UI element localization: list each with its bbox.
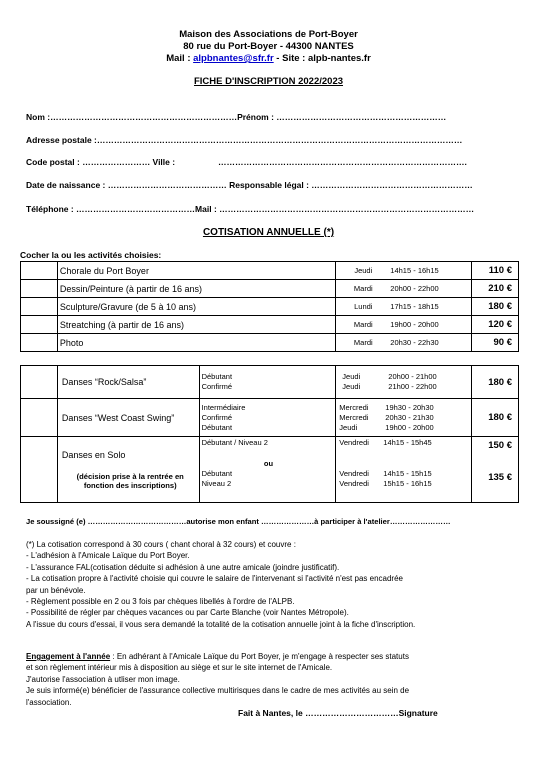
note-line: - L'assurance FAL(cotisation déduite si adhésion à une autre amicale (joindre justificatif). (26, 562, 340, 572)
activity-row (21, 298, 519, 316)
org-name: Maison des Associations de Port-Boyer (179, 29, 358, 40)
signature-line[interactable]: Fait à Nantes, le ……………………………Signature (238, 708, 438, 718)
dance-row-wcs (21, 399, 519, 437)
dance-name: Danses “Rock/Salsa” (57, 366, 199, 399)
dance-schedule: Jeudi 20h00 - 21h00 Jeudi 21h00 - 22h00 (336, 366, 472, 399)
activity-checkbox[interactable] (21, 334, 58, 352)
contact-line (0, 53, 537, 64)
activities-table (20, 261, 519, 352)
form-title: FICHE D'INSCRIPTION 2022/2023 (193, 76, 344, 87)
activity-checkbox[interactable] (21, 316, 58, 334)
engagement-line: J'autorise l'association à utliser mon image. (26, 674, 180, 684)
solo-note-1: (décision prise à la rentrée en (76, 471, 184, 481)
birthdate-field[interactable]: Date de naissance : …………………………………… Responsable légal : ………………………………………………… (26, 180, 473, 190)
activity-schedule: Jeudi 14h15 - 16h15 (336, 262, 472, 280)
activity-row (21, 280, 519, 298)
solo-note-2: fonction des inscriptions) (83, 480, 177, 490)
activity-row (21, 262, 519, 280)
dance-price: 180 € (472, 366, 519, 399)
activity-price: 180 € (472, 298, 519, 316)
activity-price: 210 € (472, 280, 519, 298)
dance-schedule: Mercredi 19h30 - 20h30 Mercredi 20h30 - 21h30 Jeudi 19h00 - 20h00 (336, 399, 472, 437)
dance-name-cell (57, 437, 199, 503)
activity-schedule: Lundi 17h15 - 18h15 (336, 298, 472, 316)
engagement-block (26, 651, 409, 708)
activity-name: Streatching (à partir de 16 ans) (57, 316, 335, 334)
note-line: - La cotisation propre à l'activité choisie qui couvre le salaire de l'intervenant si l'activité n'est pas encadrée (26, 574, 403, 584)
undersigned-line[interactable]: Je soussigné (e) …………………………………autorise mon enfant …………………à participer à l'atelier…………………… (26, 517, 451, 526)
cotisation-title: COTISATION ANNUELLE (*) (202, 227, 335, 238)
activity-schedule: Mardi 20h30 - 22h30 (336, 334, 472, 352)
activity-price: 120 € (472, 316, 519, 334)
dances-table (20, 365, 519, 503)
check-label: Cocher la ou les activités choisies: (20, 250, 162, 260)
activity-schedule: Mardi 19h00 - 20h00 (336, 316, 472, 334)
activity-checkbox[interactable] (21, 298, 58, 316)
dance-checkbox[interactable] (21, 437, 58, 503)
name-field[interactable]: Nom :…………………………………………………………Prénom : …………………………………………………… (26, 112, 447, 122)
postal-code-field[interactable]: Code postal : …………………… Ville : (26, 157, 176, 167)
note-line: par un bénévole. (26, 585, 86, 595)
dance-levels: Débutant / Niveau 2 ou Débutant Niveau 2 (199, 437, 336, 503)
activity-schedule: Mardi 20h00 - 22h00 (336, 280, 472, 298)
activity-name: Chorale du Port Boyer (57, 262, 335, 280)
activity-price: 110 € (472, 262, 519, 280)
email-link[interactable]: alpbnantes@sfr.fr (193, 53, 274, 64)
engagement-line: Je suis informé(e) bénéficier de l'assurance collective multirisques dans le cadre de mes activités au sein de (26, 686, 410, 696)
site-text: - Site : alpb-nantes.fr (273, 53, 371, 64)
activity-name: Dessin/Peinture (à partir de 16 ans) (57, 280, 335, 298)
address-field[interactable]: Adresse postale :………………………………………………………………………………………………………………… (26, 135, 463, 145)
activity-name: Sculpture/Gravure (de 5 à 10 ans) (57, 298, 335, 316)
solo-price-a: 150 € (488, 440, 512, 451)
note-line: A l'issue du cours d'essai, il vous sera demandé la totalité de la cotisation annuelle joint à la fiche d'inscription. (26, 619, 416, 629)
city-field[interactable]: ……………………………………………………………………………. (218, 157, 467, 167)
engagement-line: : En adhérant à l'Amicale Laïque du Port Boyer, je m'engage à respecter ses statuts (110, 652, 409, 661)
activity-price: 90 € (472, 334, 519, 352)
dance-row-rock (21, 366, 519, 399)
activity-row (21, 334, 519, 352)
dance-checkbox[interactable] (21, 399, 58, 437)
note-line: - L'adhésion à l'Amicale Laïque du Port Boyer. (26, 551, 190, 561)
notes-block (26, 539, 415, 630)
dance-price (472, 437, 519, 503)
activity-name: Photo (57, 334, 335, 352)
dance-schedule: Vendredi 14h15 - 15h45 Vendredi 14h15 - 15h15 Vendredi 15h15 - 16h15 (336, 437, 472, 503)
activity-row (21, 316, 519, 334)
phone-mail-field[interactable]: Téléphone : ……………………………………Mail : ……………………………………………………………………………… (26, 204, 475, 214)
solo-price-b: 135 € (488, 472, 512, 483)
dance-levels: Intermédiaire Confirmé Débutant (199, 399, 336, 437)
org-address: 80 rue du Port-Boyer - 44300 NANTES (183, 41, 354, 52)
engagement-label: Engagement à l'année (26, 652, 111, 661)
engagement-line: l'association. (26, 697, 72, 707)
note-line: - Possibilité de régler par chèques vacances ou par Carte Blanche (voir Nantes Métropole). (26, 608, 349, 618)
activity-checkbox[interactable] (21, 280, 58, 298)
dance-levels: Débutant Confirmé (199, 366, 336, 399)
or-label: ou (263, 459, 274, 468)
note-line: (*) La cotisation correspond à 30 cours ( chant choral à 32 cours) et couvre : (26, 540, 296, 549)
engagement-line: et son règlement intérieur mis à disposition au siège et sur le site internet de l'Amicale. (26, 663, 333, 673)
note-line: - Règlement possible en 2 ou 3 fois par chèques libellés à l'ordre de l'ALPB. (26, 597, 295, 607)
dance-price: 180 € (472, 399, 519, 437)
dance-checkbox[interactable] (21, 366, 58, 399)
dance-row-solo (21, 437, 519, 503)
dance-name: Danses en Solo (61, 449, 126, 460)
dance-name: Danses “West Coast Swing” (57, 399, 199, 437)
mail-label: Mail : (166, 53, 194, 64)
activity-checkbox[interactable] (21, 262, 58, 280)
